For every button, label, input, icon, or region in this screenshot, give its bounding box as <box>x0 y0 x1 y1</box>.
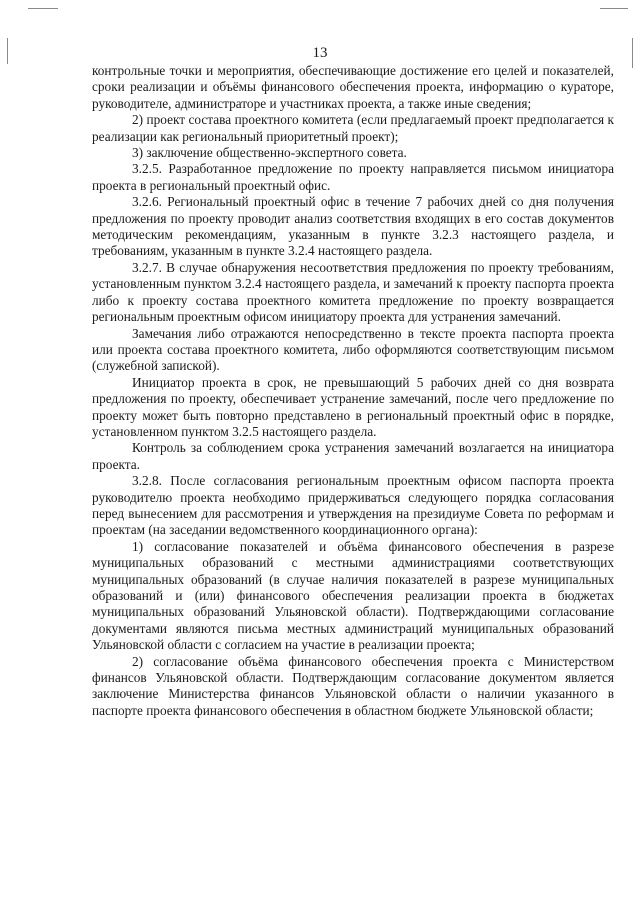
paragraph: Контроль за соблюдением срока устранения замечаний возлагается на инициатора проекта. <box>92 440 614 472</box>
paragraph: 3.2.6. Региональный проектный офис в течение 7 рабочих дней со дня получения предложения по проекту проводит анализ соответствия входящих в его состав документов методическим рекомендациям, указанным в пункте 3.2.3 настоящего раздела, и требованиям, указанным в пункте 3.2.4 настоящего раздела. <box>92 194 614 259</box>
paragraph: 3.2.5. Разработанное предложение по проекту направляется письмом инициатора проекта в региональный проектный офис. <box>92 161 614 193</box>
paragraph: 3.2.7. В случае обнаружения несоответствия предложения по проекту требованиям, установленным пунктом 3.2.4 настоящего раздела, и замечаний к проекту паспорта проекта либо к проекту состава проектного комитета предложение по проекту возвращается региональным проектным офисом инициатору проекта для устранения замечаний. <box>92 259 614 325</box>
document-body <box>92 63 614 719</box>
paragraph: 2) проект состава проектного комитета (если предлагаемый проект предполагается к реализации как региональный приоритетный проект); <box>92 112 614 144</box>
paragraph: Инициатор проекта в срок, не превышающий 5 рабочих дней со дня возврата предложения по проекту, обеспечивает устранение замечаний, после чего предложение по проекту может быть повторно представлено в региональный проектный офис в порядке, установленном пунктом 3.2.5 настоящего раздела. <box>92 374 614 439</box>
paragraph: 1) согласование показателей и объёма финансового обеспечения в разрезе муниципальных образований с местными администрациями соответствующих муниципальных образований (в случае наличия показателей в разрезе муниципальных образований и (или) финансового обеспечения реализации проекта в бюджетах муниципальных образований Ульяновской области). Подтверждающими согласование документами являются письма местных администраций муниципальных образований Ульяновской области с согласием на участие в реализации проекта; <box>92 538 614 653</box>
paragraph: контрольные точки и мероприятия, обеспечивающие достижение его целей и показателей, сроки реализации и объёмы финансового обеспечения проекта, информацию о кураторе, руководителе, администраторе и участниках проекта, а также иные сведения; <box>92 63 614 111</box>
paragraph: 2) согласование объёма финансового обеспечения проекта с Министерством финансов Ульяновской области. Подтверждающим согласование документом является заключение Министерства финансов Ульяновской области о наличии указанного в паспорте проекта финансового обеспечения в областном бюджете Ульяновской области; <box>92 653 614 718</box>
paragraph: 3) заключение общественно-экспертного совета. <box>132 145 407 161</box>
page-number: 13 <box>312 45 328 61</box>
paragraph: Замечания либо отражаются непосредственно в тексте проекта паспорта проекта или проекта состава проектного комитета, либо оформляются соответствующим письмом (служебной запиской). <box>92 325 614 374</box>
scan-mark-top-right <box>600 8 628 9</box>
scan-mark-top-left <box>28 8 58 9</box>
paragraph: 3.2.8. После согласования региональным проектным офисом паспорта проекта руководителю проекта необходимо придерживаться следующего порядка согласования перед вынесением для рассмотрения и утверждения на президиуме Совета по реформам и проектам (на заседании ведомственного координационного органа): <box>92 473 614 538</box>
